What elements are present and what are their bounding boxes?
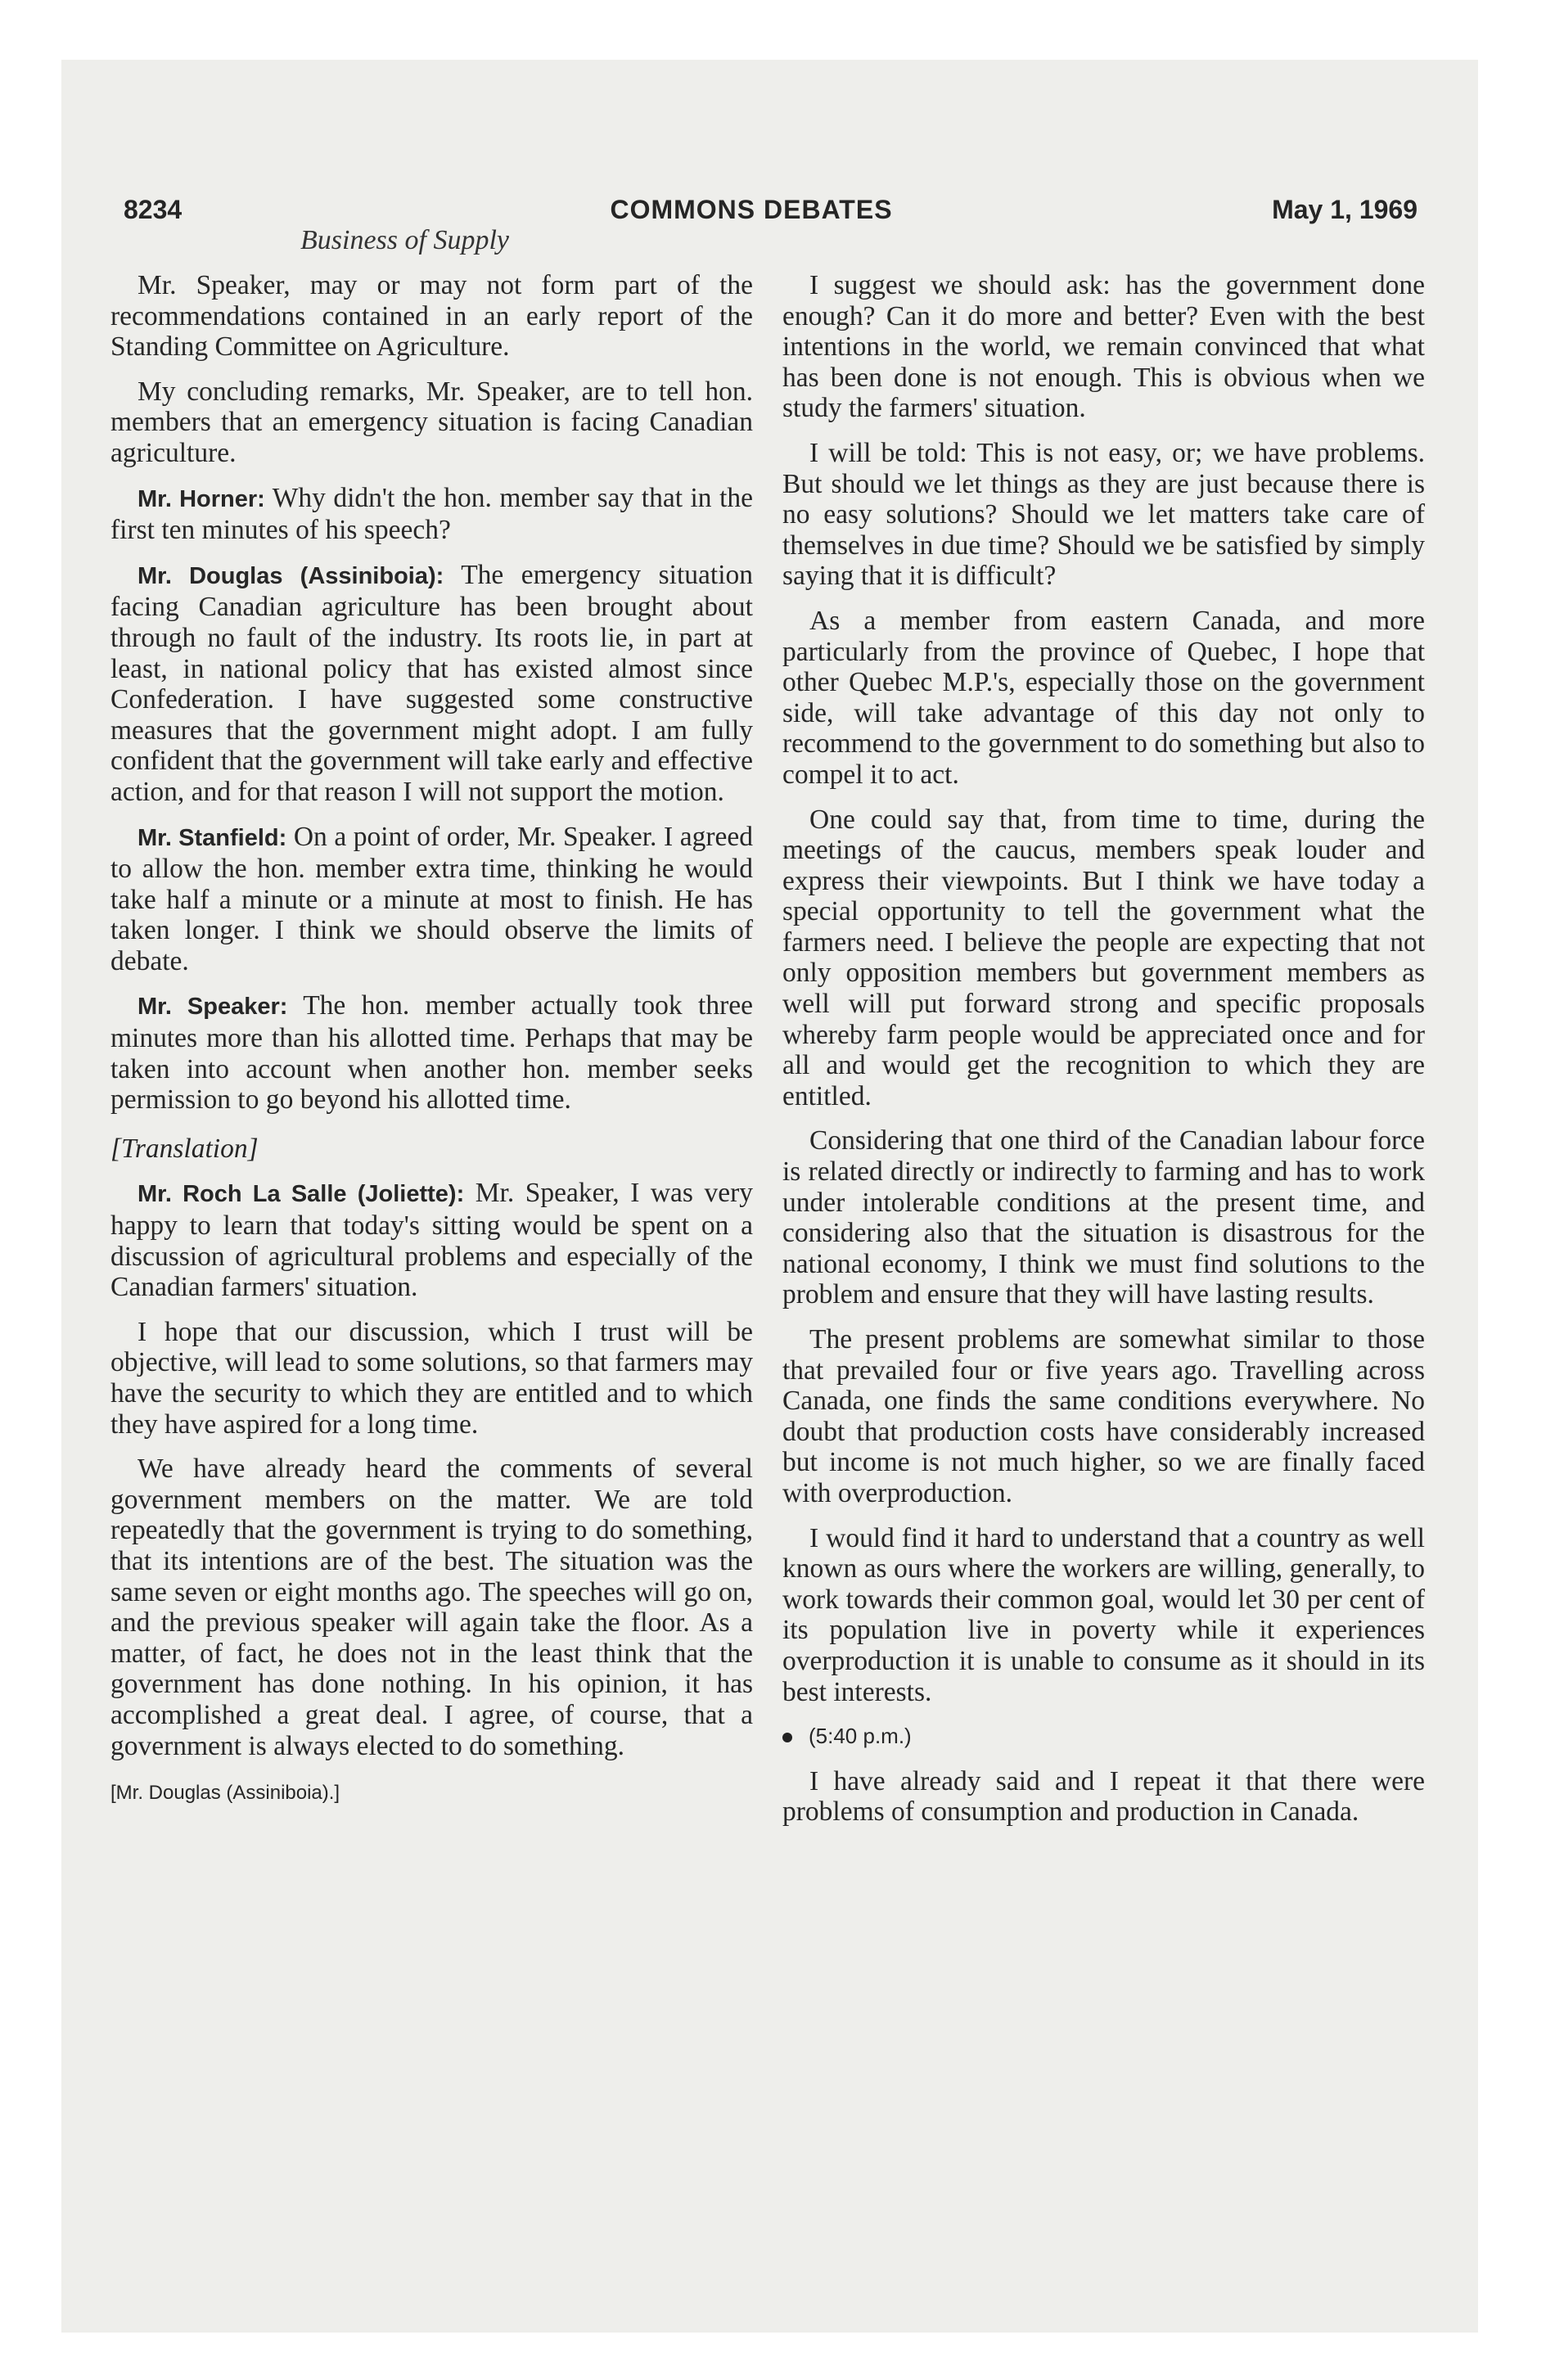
paragraph-text: Why didn't the hon. member say that in the first ten minutes of his speech? bbox=[110, 482, 753, 546]
translation-label: [Translation] bbox=[110, 1133, 259, 1164]
paragraph bbox=[110, 376, 753, 469]
paragraph-text: Considering that one third of the Canadian labour force is related directly or indirectly to farming and has to work under intolerable conditions at the present time, and considering also that the situation is disastrous for the national economy, I think we must find solutions to the problem and ensure that they will have lasting results. bbox=[782, 1125, 1425, 1310]
paragraph bbox=[110, 1454, 753, 1761]
time-marker bbox=[782, 1721, 1425, 1752]
paragraph bbox=[110, 270, 753, 363]
paragraph-text: I would find it hard to understand that a country as well known as ours where the workers are willing, generally, to work towards their common goal, would let 30 per cent of its population live in poverty while it experiences overproduction it is unable to consume as it should in its best interests. bbox=[782, 1522, 1425, 1707]
paragraph bbox=[782, 606, 1425, 791]
publication-date: May 1, 1969 bbox=[1272, 195, 1418, 224]
paragraph-text: The emergency situation facing Canadian agriculture has been brought about through no fault of the industry. Its roots lie, in part at least, in national policy that has existed almost since Confederation. I have suggested some constructive measures that the government might adopt. I am fully confident that the government will take early and effective action, and for that reason I will not support the motion. bbox=[110, 559, 754, 807]
running-head: Business of Supply bbox=[300, 225, 509, 255]
paragraph-text: The hon. member actually took three minutes more than his allotted time. Perhaps that may be taken into account when another hon. member seeks permission to go beyond his allotted time. bbox=[110, 990, 753, 1116]
speaker-name: Mr. Speaker: bbox=[137, 994, 288, 1021]
publication-title: COMMONS DEBATES bbox=[610, 195, 893, 224]
speaker-name: Mr. Horner: bbox=[137, 485, 265, 512]
right-column bbox=[782, 270, 1425, 1841]
paragraph bbox=[110, 822, 753, 977]
speaker-name: Mr. Stanfield: bbox=[137, 824, 287, 851]
time-marker-text: (5:40 p.m.) bbox=[809, 1724, 912, 1749]
paragraph bbox=[110, 560, 753, 808]
paragraph-text: We have already heard the comments of several government members on the matter. We are told repeatedly that the government is trying to do something, that its intentions are of the best. The situation was the same seven or eight months ago. The speeches will go on, and the previous speaker will again take the floor. As a matter, of fact, he does not in the least think that the government has done nothing. In his opinion, it has accomplished a great deal. I agree, of course, that a government is always elected to do something. bbox=[110, 1454, 753, 1761]
page-number: 8234 bbox=[124, 195, 183, 224]
paragraph bbox=[782, 1523, 1425, 1708]
paragraph-text: On a point of order, Mr. Speaker. I agreed to allow the hon. member extra time, thinking he would take half a minute or a minute at most to finish. He has taken longer. I think we should observe the limits of debate. bbox=[110, 821, 753, 976]
paragraph-text: Mr. Speaker, may or may not form part of the recommendations contained in an early report of the Standing Committee on Agriculture. bbox=[110, 270, 753, 363]
paragraph bbox=[782, 1324, 1425, 1509]
paragraph-text: I have already said and I repeat it that there were problems of consumption and production in Canada. bbox=[782, 1765, 1425, 1828]
paragraph bbox=[110, 990, 753, 1115]
paragraph-text: My concluding remarks, Mr. Speaker, are to tell hon. members that an emergency situation is facing Canadian agriculture. bbox=[110, 376, 753, 468]
left-column bbox=[110, 270, 753, 1823]
paragraph bbox=[110, 483, 753, 546]
paragraph-text: One could say that, from time to time, during the meetings of the caucus, members speak louder and express their viewpoints. But I think we have today a special opportunity to tell the government what the farmers need. I believe the people are expecting that not only opposition members but government members as well will put forward strong and specific proposals whereby farm people would be appreciated once and for all and would get the recognition to which they are entitled. bbox=[782, 804, 1425, 1111]
paragraph bbox=[782, 438, 1425, 592]
speaker-name: Mr. Douglas (Assiniboia): bbox=[137, 562, 444, 589]
paragraph bbox=[782, 805, 1425, 1112]
paragraph bbox=[782, 270, 1425, 424]
bullet-icon bbox=[782, 1733, 792, 1742]
page-header bbox=[64, 137, 1439, 224]
column-footer: [Mr. Douglas (Assiniboia).] bbox=[110, 1782, 340, 1805]
paragraph bbox=[110, 1317, 753, 1440]
paragraph-text: I hope that our discussion, which I trust will be objective, will lead to some solutions, so that farmers may have the security to which they are entitled and to which they have aspired for a long time. bbox=[110, 1316, 753, 1440]
paragraph-text: The present problems are somewhat similar to those that prevailed four or five years ago. Travelling across Canada, one finds the same conditions everywhere. No doubt that production costs have considerably increased but income is not much higher, so we are finally faced with overproduction. bbox=[782, 1324, 1425, 1508]
paragraph-text: Mr. Speaker, I was very happy to learn that today's sitting would be spent on a discussion of agricultural problems and especially of the Canadian farmers' situation. bbox=[110, 1178, 753, 1303]
paragraph-text: I suggest we should ask: has the government done enough? Can it do more and better? Even with the best intentions in the world, we remain convinced that what has been done is not enough. This is obvious when we study the farmers' situation. bbox=[782, 270, 1425, 424]
paragraph bbox=[782, 1766, 1425, 1828]
speaker-name: Mr. Roch La Salle (Joliette): bbox=[137, 1181, 465, 1208]
paragraph-text: I will be told: This is not easy, or; we have problems. But should we let things as they are just because there is no easy solutions? Should we let matters take care of themselves in due time? Should we be satisfied by simply saying that it is difficult? bbox=[782, 437, 1425, 592]
paragraph bbox=[110, 1178, 753, 1302]
paragraph-text: As a member from eastern Canada, and more particularly from the province of Quebec, I hope that other Quebec M.P.'s, especially those on the government side, will take advantage of this day not only to recommend to the government to do something but also to compel it to act. bbox=[782, 605, 1425, 790]
paragraph bbox=[782, 1125, 1425, 1310]
